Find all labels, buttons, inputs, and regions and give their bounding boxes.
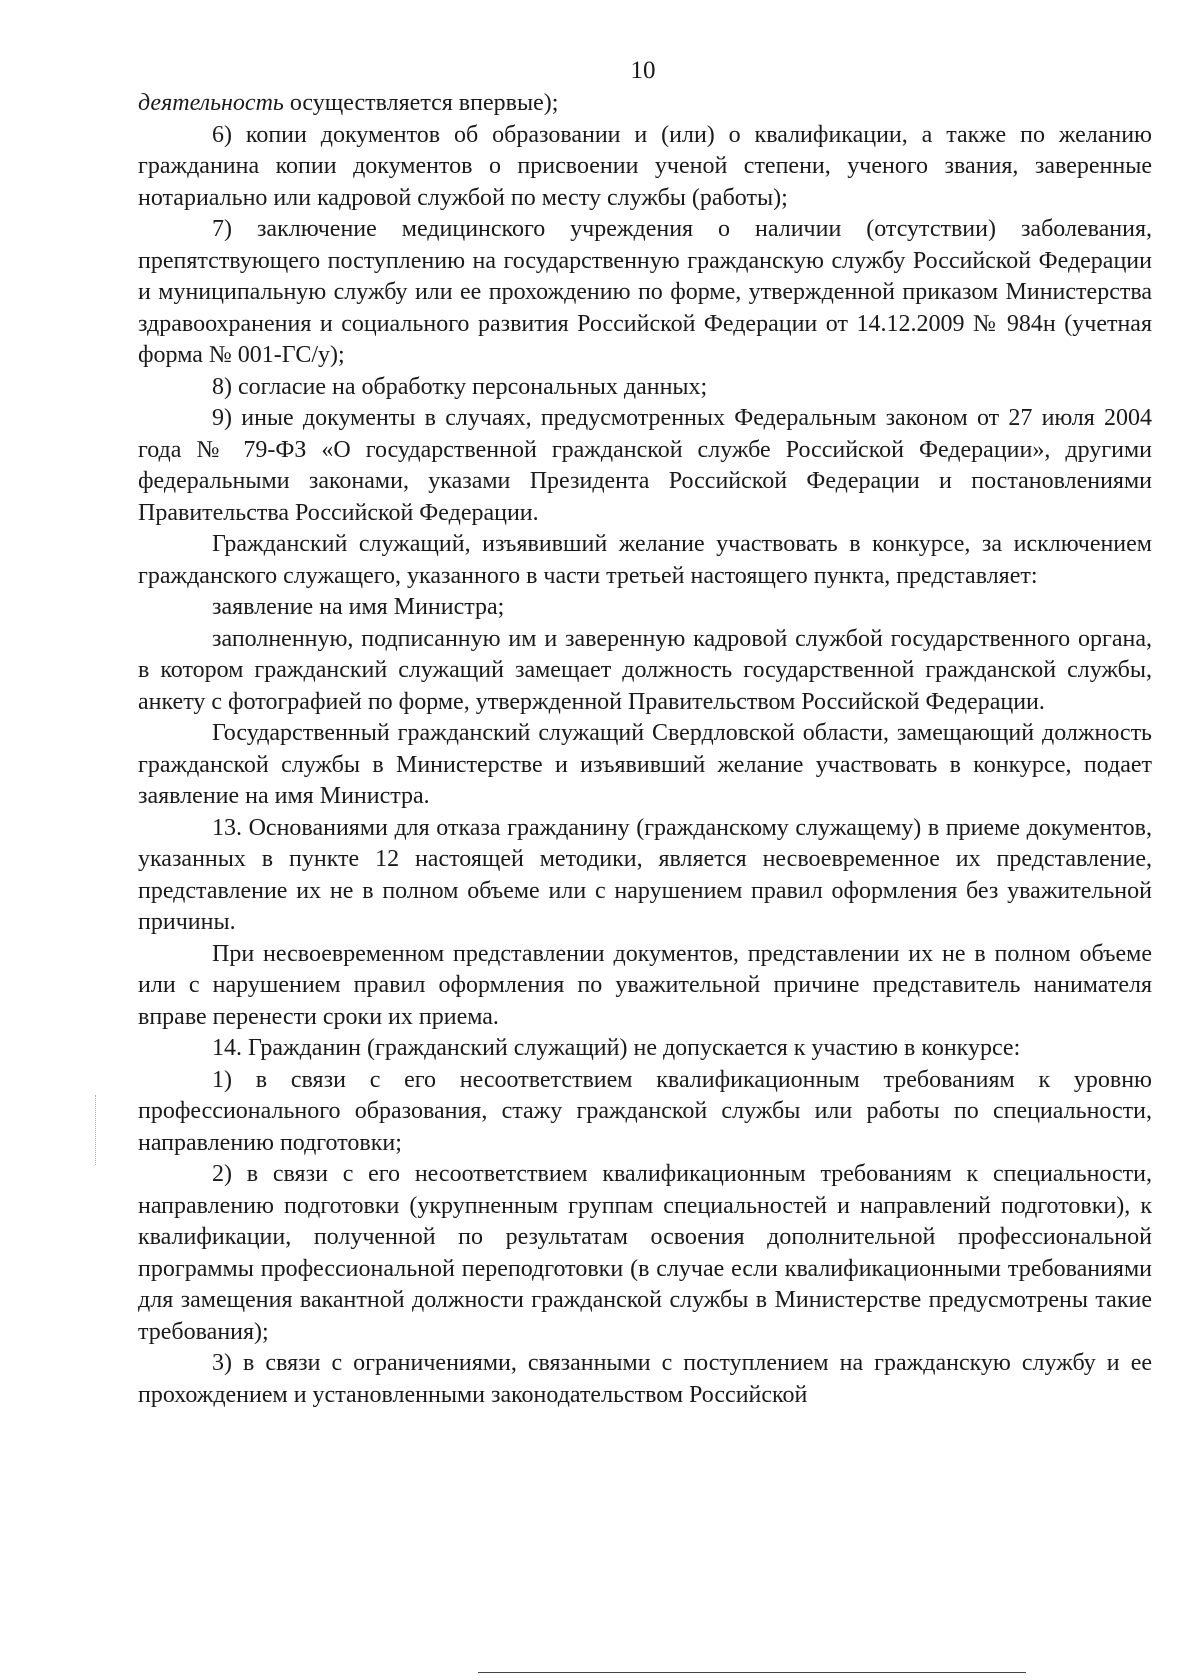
list-item-8: 8) согласие на обработку персональных данных; bbox=[212, 373, 708, 400]
list-item-14-2: 2) в связи с его несоответствием квалификационным требованиям к специальности, направлению подготовки (укрупненным группам специальностей и направлений подготовки), к квалификации, полученной по результатам освоения дополнительной профессиональной программы профессиональной переподготовки (в случае если квалификационными требованиями для замещения вакантной должности гражданской службы в Министерстве предусмотрены такие требования); bbox=[138, 1161, 1152, 1345]
paragraph-civil-servant: Гражданский служащий, изъявивший желание участвовать в конкурсе, за исключением гражданского служащего, указанного в части третьей настоящего пункта, представляет: bbox=[138, 531, 1152, 589]
section-14: 14. Гражданин (гражданский служащий) не допускается к участию в конкурсе: bbox=[212, 1035, 1021, 1061]
list-item-9: 9) иные документы в случаях, предусмотренных Федеральным законом от 27 июля 2004 года № 79-ФЗ «О государственной гражданской службе Российской Федерации», другими федеральными законами, указами Президента Российской Федерации и постановлениями Правительства Российской Федерации. bbox=[138, 405, 1152, 526]
paragraph-state-servant: Государственный гражданский служащий Свердловской области, замещающий должность гражданской службы в Министерстве и изъявивший желание участвовать в конкурсе, подает заявление на имя Министра. bbox=[138, 720, 1152, 809]
document-body bbox=[138, 88, 1152, 1411]
section-13: 13. Основаниями для отказа гражданину (гражданскому служащему) в приеме документов, указанных в пункте 12 настоящей методики, является несвоевременное их представление, представление их не в полном объеме или с нарушением правил оформления без уважительной причины. bbox=[138, 814, 1152, 935]
list-item-7: 7) заключение медицинского учреждения о наличии (отсутствии) заболевания, препятствующего поступлению на государственную гражданскую службу Российской Федерации и муниципальную службу или ее прохождению по форме, утвержденной приказом Министерства здравоохранения и социального развития Российской Федерации от 14.12.2009 № 984н (учетная форма № 001-ГС/у); bbox=[138, 216, 1152, 368]
margin-scan-mark bbox=[95, 1095, 96, 1165]
page-number: 10 bbox=[630, 57, 656, 84]
paragraph-continuation bbox=[138, 88, 1152, 120]
italic-word: деятельность bbox=[138, 90, 284, 116]
footer-rule bbox=[478, 1672, 1026, 1673]
list-item-14-1: 1) в связи с его несоответствием квалификационным требованиям к уровню профессионального образования, стажу гражданской службы или работы по специальности, направлению подготовки; bbox=[138, 1066, 1152, 1156]
list-item-14-3: 3) в связи с ограничениями, связанными с поступлением на гражданскую службу и ее прохождением и установленными законодательством Российской bbox=[138, 1350, 1152, 1408]
paragraph-questionnaire: заполненную, подписанную им и заверенную кадровой службой государственного органа, в котором гражданский служащий замещает должность государственной гражданской службы, анкету с фотографией по форме, утвержденной Правительством Российской Федерации. bbox=[138, 625, 1152, 715]
list-item-6: 6) копии документов об образовании и (или) о квалификации, а также по желанию гражданина копии документов о присвоении ученой степени, ученого звания, заверенные нотариально или кадровой службой по месту службы (работы); bbox=[138, 121, 1152, 211]
paragraph-application: заявление на имя Министра; bbox=[212, 594, 505, 620]
paragraph-continuation-rest: осуществляется впервые); bbox=[283, 90, 559, 116]
paragraph-untimely: При несвоевременном представлении документов, представлении их не в полном объеме или с нарушением правил оформления по уважительной причине представитель нанимателя вправе перенести сроки их приема. bbox=[138, 940, 1152, 1030]
